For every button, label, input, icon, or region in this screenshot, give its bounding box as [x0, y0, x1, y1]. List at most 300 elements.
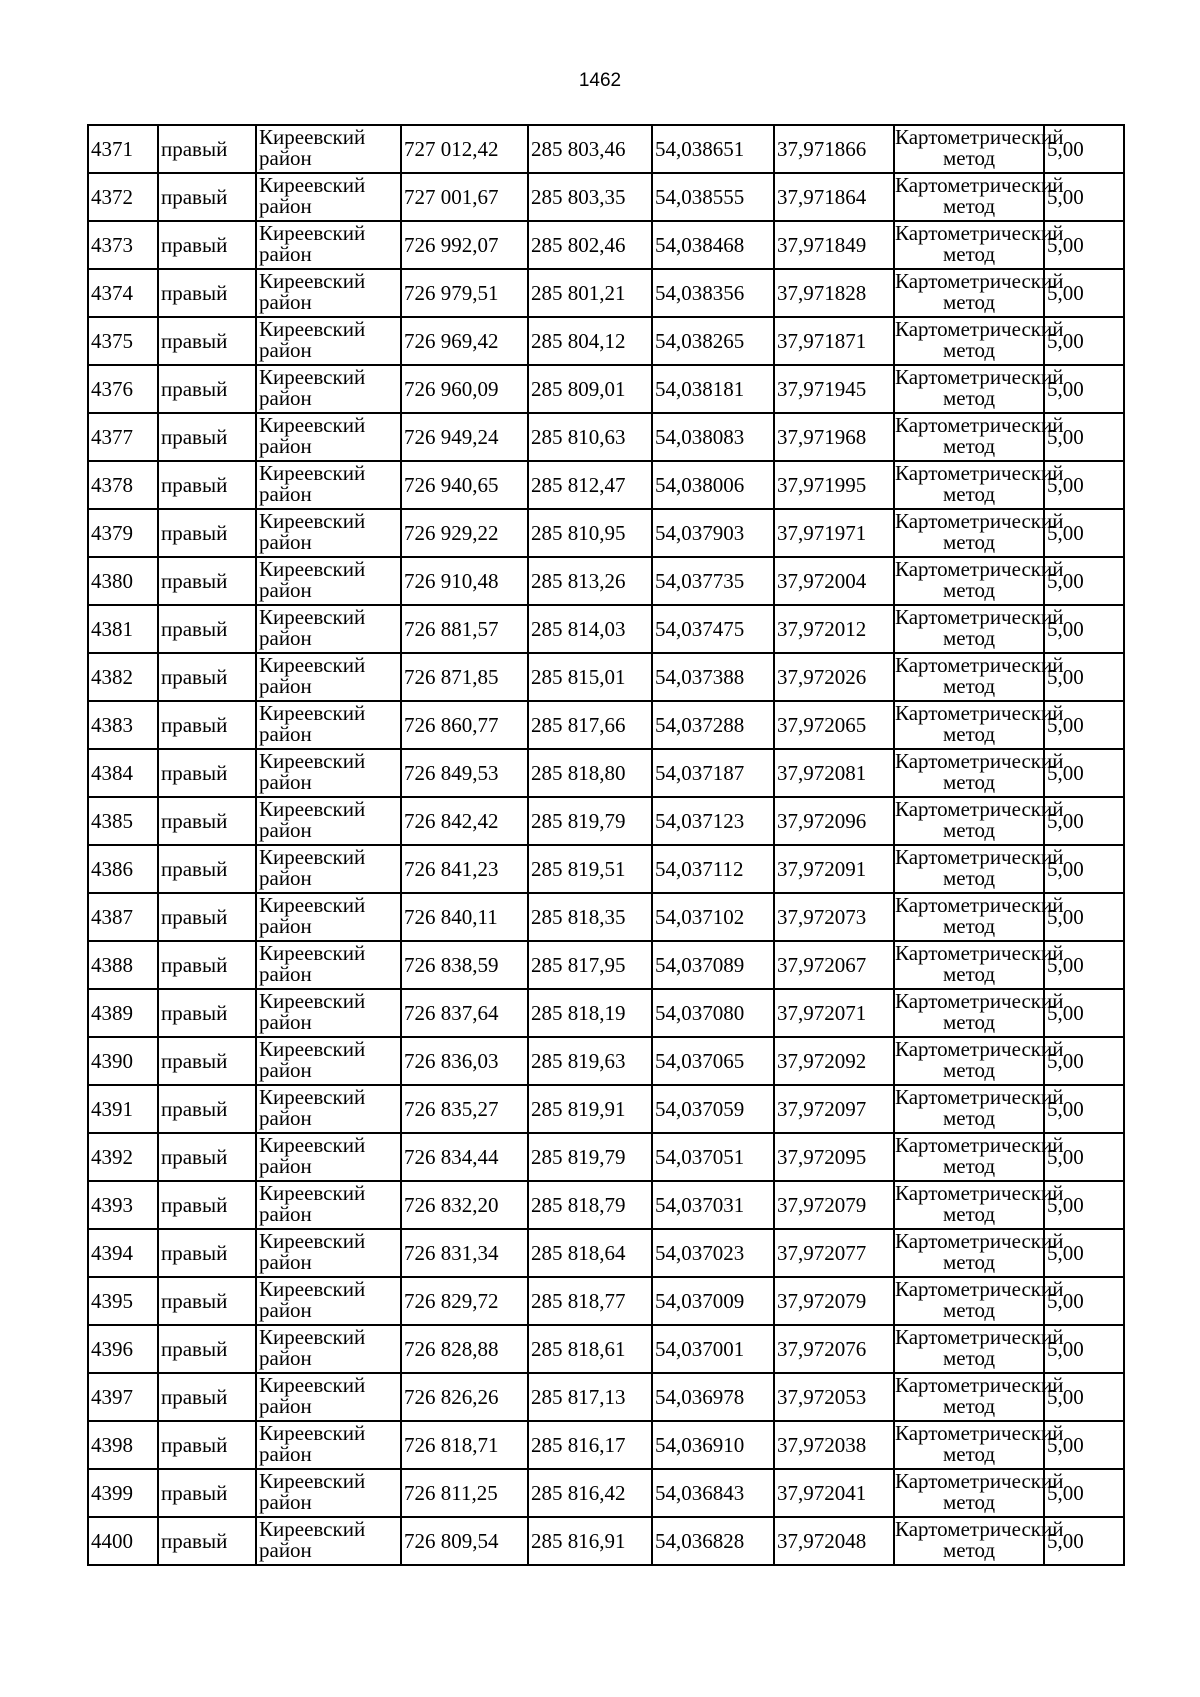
longitude-cell: 37,972095 — [774, 1133, 894, 1181]
coordinates-table-body — [88, 125, 1124, 1565]
longitude-cell: 37,971945 — [774, 365, 894, 413]
y-coordinate-cell: 285 816,42 — [528, 1469, 652, 1517]
latitude-cell: 54,038555 — [652, 173, 774, 221]
latitude-cell: 54,038083 — [652, 413, 774, 461]
longitude-cell: 37,971866 — [774, 125, 894, 173]
x-coordinate-cell: 726 979,51 — [401, 269, 528, 317]
accuracy-cell: 5,00 — [1044, 1469, 1124, 1517]
longitude-cell: 37,972065 — [774, 701, 894, 749]
method-cell: Картометрический метод — [894, 605, 1044, 653]
latitude-cell: 54,037059 — [652, 1085, 774, 1133]
longitude-cell: 37,972079 — [774, 1277, 894, 1325]
y-coordinate-cell: 285 818,79 — [528, 1181, 652, 1229]
latitude-cell: 54,037388 — [652, 653, 774, 701]
x-coordinate-cell: 726 826,26 — [401, 1373, 528, 1421]
accuracy-cell: 5,00 — [1044, 1133, 1124, 1181]
district-cell: Киреевский район — [256, 1469, 401, 1517]
point-number-cell: 4397 — [88, 1373, 158, 1421]
accuracy-cell: 5,00 — [1044, 413, 1124, 461]
method-cell: Картометрический метод — [894, 1469, 1044, 1517]
district-cell: Киреевский район — [256, 557, 401, 605]
longitude-cell: 37,971828 — [774, 269, 894, 317]
y-coordinate-cell: 285 803,46 — [528, 125, 652, 173]
method-cell: Картометрический метод — [894, 221, 1044, 269]
table-row — [88, 941, 1124, 989]
latitude-cell: 54,037009 — [652, 1277, 774, 1325]
accuracy-cell: 5,00 — [1044, 845, 1124, 893]
point-number-cell: 4379 — [88, 509, 158, 557]
point-number-cell: 4374 — [88, 269, 158, 317]
latitude-cell: 54,037288 — [652, 701, 774, 749]
point-number-cell: 4395 — [88, 1277, 158, 1325]
longitude-cell: 37,972077 — [774, 1229, 894, 1277]
point-number-cell: 4378 — [88, 461, 158, 509]
longitude-cell: 37,971995 — [774, 461, 894, 509]
district-cell: Киреевский район — [256, 1421, 401, 1469]
longitude-cell: 37,972048 — [774, 1517, 894, 1565]
district-cell: Киреевский район — [256, 509, 401, 557]
district-cell: Киреевский район — [256, 701, 401, 749]
longitude-cell: 37,972081 — [774, 749, 894, 797]
latitude-cell: 54,037123 — [652, 797, 774, 845]
x-coordinate-cell: 726 838,59 — [401, 941, 528, 989]
y-coordinate-cell: 285 802,46 — [528, 221, 652, 269]
table-row — [88, 269, 1124, 317]
y-coordinate-cell: 285 816,17 — [528, 1421, 652, 1469]
x-coordinate-cell: 726 842,42 — [401, 797, 528, 845]
accuracy-cell: 5,00 — [1044, 173, 1124, 221]
longitude-cell: 37,971871 — [774, 317, 894, 365]
accuracy-cell: 5,00 — [1044, 221, 1124, 269]
latitude-cell: 54,037089 — [652, 941, 774, 989]
district-cell: Киреевский район — [256, 269, 401, 317]
y-coordinate-cell: 285 812,47 — [528, 461, 652, 509]
bank-side-cell: правый — [158, 701, 256, 749]
latitude-cell: 54,037051 — [652, 1133, 774, 1181]
longitude-cell: 37,972073 — [774, 893, 894, 941]
method-cell: Картометрический метод — [894, 1181, 1044, 1229]
longitude-cell: 37,972091 — [774, 845, 894, 893]
y-coordinate-cell: 285 817,66 — [528, 701, 652, 749]
y-coordinate-cell: 285 819,91 — [528, 1085, 652, 1133]
method-cell: Картометрический метод — [894, 941, 1044, 989]
y-coordinate-cell: 285 818,77 — [528, 1277, 652, 1325]
bank-side-cell: правый — [158, 509, 256, 557]
method-cell: Картометрический метод — [894, 1277, 1044, 1325]
longitude-cell: 37,971971 — [774, 509, 894, 557]
x-coordinate-cell: 726 835,27 — [401, 1085, 528, 1133]
x-coordinate-cell: 726 929,22 — [401, 509, 528, 557]
x-coordinate-cell: 726 871,85 — [401, 653, 528, 701]
latitude-cell: 54,037031 — [652, 1181, 774, 1229]
x-coordinate-cell: 726 829,72 — [401, 1277, 528, 1325]
district-cell: Киреевский район — [256, 845, 401, 893]
method-cell: Картометрический метод — [894, 1085, 1044, 1133]
bank-side-cell: правый — [158, 365, 256, 413]
latitude-cell: 54,037735 — [652, 557, 774, 605]
accuracy-cell: 5,00 — [1044, 941, 1124, 989]
bank-side-cell: правый — [158, 1229, 256, 1277]
accuracy-cell: 5,00 — [1044, 1421, 1124, 1469]
x-coordinate-cell: 726 811,25 — [401, 1469, 528, 1517]
point-number-cell: 4385 — [88, 797, 158, 845]
longitude-cell: 37,971968 — [774, 413, 894, 461]
table-row — [88, 1037, 1124, 1085]
y-coordinate-cell: 285 814,03 — [528, 605, 652, 653]
accuracy-cell: 5,00 — [1044, 509, 1124, 557]
method-cell: Картометрический метод — [894, 413, 1044, 461]
district-cell: Киреевский район — [256, 1085, 401, 1133]
method-cell: Картометрический метод — [894, 317, 1044, 365]
accuracy-cell: 5,00 — [1044, 1373, 1124, 1421]
y-coordinate-cell: 285 801,21 — [528, 269, 652, 317]
y-coordinate-cell: 285 819,79 — [528, 797, 652, 845]
point-number-cell: 4376 — [88, 365, 158, 413]
longitude-cell: 37,972071 — [774, 989, 894, 1037]
x-coordinate-cell: 726 818,71 — [401, 1421, 528, 1469]
method-cell: Картометрический метод — [894, 557, 1044, 605]
bank-side-cell: правый — [158, 1181, 256, 1229]
table-row — [88, 1277, 1124, 1325]
bank-side-cell: правый — [158, 557, 256, 605]
bank-side-cell: правый — [158, 749, 256, 797]
latitude-cell: 54,038651 — [652, 125, 774, 173]
table-row — [88, 365, 1124, 413]
bank-side-cell: правый — [158, 269, 256, 317]
district-cell: Киреевский район — [256, 317, 401, 365]
point-number-cell: 4372 — [88, 173, 158, 221]
accuracy-cell: 5,00 — [1044, 461, 1124, 509]
coordinates-table — [87, 124, 1125, 1566]
longitude-cell: 37,972053 — [774, 1373, 894, 1421]
table-row — [88, 1421, 1124, 1469]
point-number-cell: 4390 — [88, 1037, 158, 1085]
accuracy-cell: 5,00 — [1044, 557, 1124, 605]
accuracy-cell: 5,00 — [1044, 365, 1124, 413]
page-number: 1462 — [578, 70, 622, 91]
table-row — [88, 1181, 1124, 1229]
point-number-cell: 4398 — [88, 1421, 158, 1469]
district-cell: Киреевский район — [256, 1229, 401, 1277]
bank-side-cell: правый — [158, 1469, 256, 1517]
point-number-cell: 4394 — [88, 1229, 158, 1277]
y-coordinate-cell: 285 819,63 — [528, 1037, 652, 1085]
district-cell: Киреевский район — [256, 605, 401, 653]
y-coordinate-cell: 285 818,19 — [528, 989, 652, 1037]
longitude-cell: 37,972076 — [774, 1325, 894, 1373]
x-coordinate-cell: 727 012,42 — [401, 125, 528, 173]
district-cell: Киреевский район — [256, 125, 401, 173]
x-coordinate-cell: 726 960,09 — [401, 365, 528, 413]
x-coordinate-cell: 726 910,48 — [401, 557, 528, 605]
method-cell: Картометрический метод — [894, 701, 1044, 749]
point-number-cell: 4387 — [88, 893, 158, 941]
point-number-cell: 4388 — [88, 941, 158, 989]
bank-side-cell: правый — [158, 845, 256, 893]
bank-side-cell: правый — [158, 893, 256, 941]
method-cell: Картометрический метод — [894, 1421, 1044, 1469]
table-row — [88, 797, 1124, 845]
y-coordinate-cell: 285 817,13 — [528, 1373, 652, 1421]
district-cell: Киреевский район — [256, 1037, 401, 1085]
accuracy-cell: 5,00 — [1044, 1277, 1124, 1325]
longitude-cell: 37,972092 — [774, 1037, 894, 1085]
method-cell: Картометрический метод — [894, 749, 1044, 797]
table-row — [88, 605, 1124, 653]
point-number-cell: 4389 — [88, 989, 158, 1037]
accuracy-cell: 5,00 — [1044, 797, 1124, 845]
table-row — [88, 1373, 1124, 1421]
latitude-cell: 54,038468 — [652, 221, 774, 269]
latitude-cell: 54,037475 — [652, 605, 774, 653]
y-coordinate-cell: 285 804,12 — [528, 317, 652, 365]
y-coordinate-cell: 285 809,01 — [528, 365, 652, 413]
table-row — [88, 317, 1124, 365]
table-row — [88, 1469, 1124, 1517]
accuracy-cell: 5,00 — [1044, 1085, 1124, 1133]
x-coordinate-cell: 726 836,03 — [401, 1037, 528, 1085]
method-cell: Картометрический метод — [894, 1373, 1044, 1421]
bank-side-cell: правый — [158, 1037, 256, 1085]
latitude-cell: 54,037080 — [652, 989, 774, 1037]
bank-side-cell: правый — [158, 173, 256, 221]
accuracy-cell: 5,00 — [1044, 1181, 1124, 1229]
x-coordinate-cell: 726 832,20 — [401, 1181, 528, 1229]
x-coordinate-cell: 726 828,88 — [401, 1325, 528, 1373]
point-number-cell: 4377 — [88, 413, 158, 461]
method-cell: Картометрический метод — [894, 125, 1044, 173]
y-coordinate-cell: 285 818,61 — [528, 1325, 652, 1373]
bank-side-cell: правый — [158, 317, 256, 365]
y-coordinate-cell: 285 815,01 — [528, 653, 652, 701]
longitude-cell: 37,972096 — [774, 797, 894, 845]
bank-side-cell: правый — [158, 797, 256, 845]
point-number-cell: 4383 — [88, 701, 158, 749]
x-coordinate-cell: 726 834,44 — [401, 1133, 528, 1181]
accuracy-cell: 5,00 — [1044, 701, 1124, 749]
accuracy-cell: 5,00 — [1044, 1325, 1124, 1373]
latitude-cell: 54,036843 — [652, 1469, 774, 1517]
district-cell: Киреевский район — [256, 221, 401, 269]
table-row — [88, 845, 1124, 893]
y-coordinate-cell: 285 818,80 — [528, 749, 652, 797]
accuracy-cell: 5,00 — [1044, 893, 1124, 941]
method-cell: Картометрический метод — [894, 461, 1044, 509]
district-cell: Киреевский район — [256, 365, 401, 413]
bank-side-cell: правый — [158, 941, 256, 989]
x-coordinate-cell: 726 860,77 — [401, 701, 528, 749]
table-row — [88, 125, 1124, 173]
point-number-cell: 4399 — [88, 1469, 158, 1517]
x-coordinate-cell: 726 992,07 — [401, 221, 528, 269]
method-cell: Картометрический метод — [894, 797, 1044, 845]
latitude-cell: 54,038356 — [652, 269, 774, 317]
method-cell: Картометрический метод — [894, 1037, 1044, 1085]
district-cell: Киреевский район — [256, 1373, 401, 1421]
bank-side-cell: правый — [158, 605, 256, 653]
table-row — [88, 221, 1124, 269]
x-coordinate-cell: 726 840,11 — [401, 893, 528, 941]
y-coordinate-cell: 285 813,26 — [528, 557, 652, 605]
table-row — [88, 173, 1124, 221]
latitude-cell: 54,037903 — [652, 509, 774, 557]
latitude-cell: 54,038265 — [652, 317, 774, 365]
district-cell: Киреевский район — [256, 413, 401, 461]
longitude-cell: 37,971864 — [774, 173, 894, 221]
point-number-cell: 4392 — [88, 1133, 158, 1181]
accuracy-cell: 5,00 — [1044, 1229, 1124, 1277]
district-cell: Киреевский район — [256, 1133, 401, 1181]
accuracy-cell: 5,00 — [1044, 653, 1124, 701]
district-cell: Киреевский район — [256, 1325, 401, 1373]
method-cell: Картометрический метод — [894, 989, 1044, 1037]
method-cell: Картометрический метод — [894, 1229, 1044, 1277]
latitude-cell: 54,037112 — [652, 845, 774, 893]
bank-side-cell: правый — [158, 1085, 256, 1133]
longitude-cell: 37,971849 — [774, 221, 894, 269]
bank-side-cell: правый — [158, 653, 256, 701]
method-cell: Картометрический метод — [894, 365, 1044, 413]
method-cell: Картометрический метод — [894, 509, 1044, 557]
y-coordinate-cell: 285 810,63 — [528, 413, 652, 461]
y-coordinate-cell: 285 818,64 — [528, 1229, 652, 1277]
district-cell: Киреевский район — [256, 173, 401, 221]
point-number-cell: 4386 — [88, 845, 158, 893]
method-cell: Картометрический метод — [894, 269, 1044, 317]
accuracy-cell: 5,00 — [1044, 1037, 1124, 1085]
table-row — [88, 509, 1124, 557]
y-coordinate-cell: 285 803,35 — [528, 173, 652, 221]
point-number-cell: 4396 — [88, 1325, 158, 1373]
table-row — [88, 1229, 1124, 1277]
longitude-cell: 37,972038 — [774, 1421, 894, 1469]
point-number-cell: 4375 — [88, 317, 158, 365]
latitude-cell: 54,036978 — [652, 1373, 774, 1421]
longitude-cell: 37,972026 — [774, 653, 894, 701]
x-coordinate-cell: 726 949,24 — [401, 413, 528, 461]
bank-side-cell: правый — [158, 1133, 256, 1181]
district-cell: Киреевский район — [256, 461, 401, 509]
bank-side-cell: правый — [158, 1421, 256, 1469]
point-number-cell: 4371 — [88, 125, 158, 173]
x-coordinate-cell: 726 881,57 — [401, 605, 528, 653]
bank-side-cell: правый — [158, 1325, 256, 1373]
point-number-cell: 4400 — [88, 1517, 158, 1565]
district-cell: Киреевский район — [256, 989, 401, 1037]
accuracy-cell: 5,00 — [1044, 1517, 1124, 1565]
latitude-cell: 54,038181 — [652, 365, 774, 413]
method-cell: Картометрический метод — [894, 845, 1044, 893]
district-cell: Киреевский район — [256, 797, 401, 845]
bank-side-cell: правый — [158, 125, 256, 173]
longitude-cell: 37,972012 — [774, 605, 894, 653]
district-cell: Киреевский район — [256, 1181, 401, 1229]
bank-side-cell: правый — [158, 1517, 256, 1565]
x-coordinate-cell: 726 831,34 — [401, 1229, 528, 1277]
latitude-cell: 54,038006 — [652, 461, 774, 509]
x-coordinate-cell: 726 841,23 — [401, 845, 528, 893]
bank-side-cell: правый — [158, 1373, 256, 1421]
x-coordinate-cell: 726 809,54 — [401, 1517, 528, 1565]
y-coordinate-cell: 285 810,95 — [528, 509, 652, 557]
method-cell: Картометрический метод — [894, 173, 1044, 221]
x-coordinate-cell: 727 001,67 — [401, 173, 528, 221]
accuracy-cell: 5,00 — [1044, 749, 1124, 797]
point-number-cell: 4381 — [88, 605, 158, 653]
point-number-cell: 4382 — [88, 653, 158, 701]
x-coordinate-cell: 726 969,42 — [401, 317, 528, 365]
bank-side-cell: правый — [158, 989, 256, 1037]
bank-side-cell: правый — [158, 1277, 256, 1325]
accuracy-cell: 5,00 — [1044, 125, 1124, 173]
table-row — [88, 893, 1124, 941]
method-cell: Картометрический метод — [894, 1517, 1044, 1565]
bank-side-cell: правый — [158, 461, 256, 509]
bank-side-cell: правый — [158, 221, 256, 269]
latitude-cell: 54,037001 — [652, 1325, 774, 1373]
point-number-cell: 4384 — [88, 749, 158, 797]
latitude-cell: 54,037023 — [652, 1229, 774, 1277]
district-cell: Киреевский район — [256, 893, 401, 941]
method-cell: Картометрический метод — [894, 1325, 1044, 1373]
x-coordinate-cell: 726 940,65 — [401, 461, 528, 509]
table-row — [88, 461, 1124, 509]
point-number-cell: 4391 — [88, 1085, 158, 1133]
accuracy-cell: 5,00 — [1044, 989, 1124, 1037]
table-row — [88, 1325, 1124, 1373]
point-number-cell: 4393 — [88, 1181, 158, 1229]
longitude-cell: 37,972079 — [774, 1181, 894, 1229]
district-cell: Киреевский район — [256, 749, 401, 797]
table-row — [88, 413, 1124, 461]
latitude-cell: 54,037187 — [652, 749, 774, 797]
table-row — [88, 989, 1124, 1037]
x-coordinate-cell: 726 837,64 — [401, 989, 528, 1037]
accuracy-cell: 5,00 — [1044, 317, 1124, 365]
x-coordinate-cell: 726 849,53 — [401, 749, 528, 797]
y-coordinate-cell: 285 819,79 — [528, 1133, 652, 1181]
district-cell: Киреевский район — [256, 1517, 401, 1565]
bank-side-cell: правый — [158, 413, 256, 461]
method-cell: Картометрический метод — [894, 893, 1044, 941]
table-row — [88, 1085, 1124, 1133]
longitude-cell: 37,972067 — [774, 941, 894, 989]
district-cell: Киреевский район — [256, 1277, 401, 1325]
district-cell: Киреевский район — [256, 941, 401, 989]
latitude-cell: 54,037102 — [652, 893, 774, 941]
table-row — [88, 1133, 1124, 1181]
longitude-cell: 37,972097 — [774, 1085, 894, 1133]
latitude-cell: 54,036828 — [652, 1517, 774, 1565]
table-row — [88, 701, 1124, 749]
table-row — [88, 1517, 1124, 1565]
y-coordinate-cell: 285 818,35 — [528, 893, 652, 941]
table-row — [88, 557, 1124, 605]
method-cell: Картометрический метод — [894, 653, 1044, 701]
longitude-cell: 37,972041 — [774, 1469, 894, 1517]
latitude-cell: 54,037065 — [652, 1037, 774, 1085]
accuracy-cell: 5,00 — [1044, 269, 1124, 317]
latitude-cell: 54,036910 — [652, 1421, 774, 1469]
district-cell: Киреевский район — [256, 653, 401, 701]
y-coordinate-cell: 285 816,91 — [528, 1517, 652, 1565]
y-coordinate-cell: 285 819,51 — [528, 845, 652, 893]
table-row — [88, 653, 1124, 701]
table-row — [88, 749, 1124, 797]
y-coordinate-cell: 285 817,95 — [528, 941, 652, 989]
accuracy-cell: 5,00 — [1044, 605, 1124, 653]
point-number-cell: 4380 — [88, 557, 158, 605]
